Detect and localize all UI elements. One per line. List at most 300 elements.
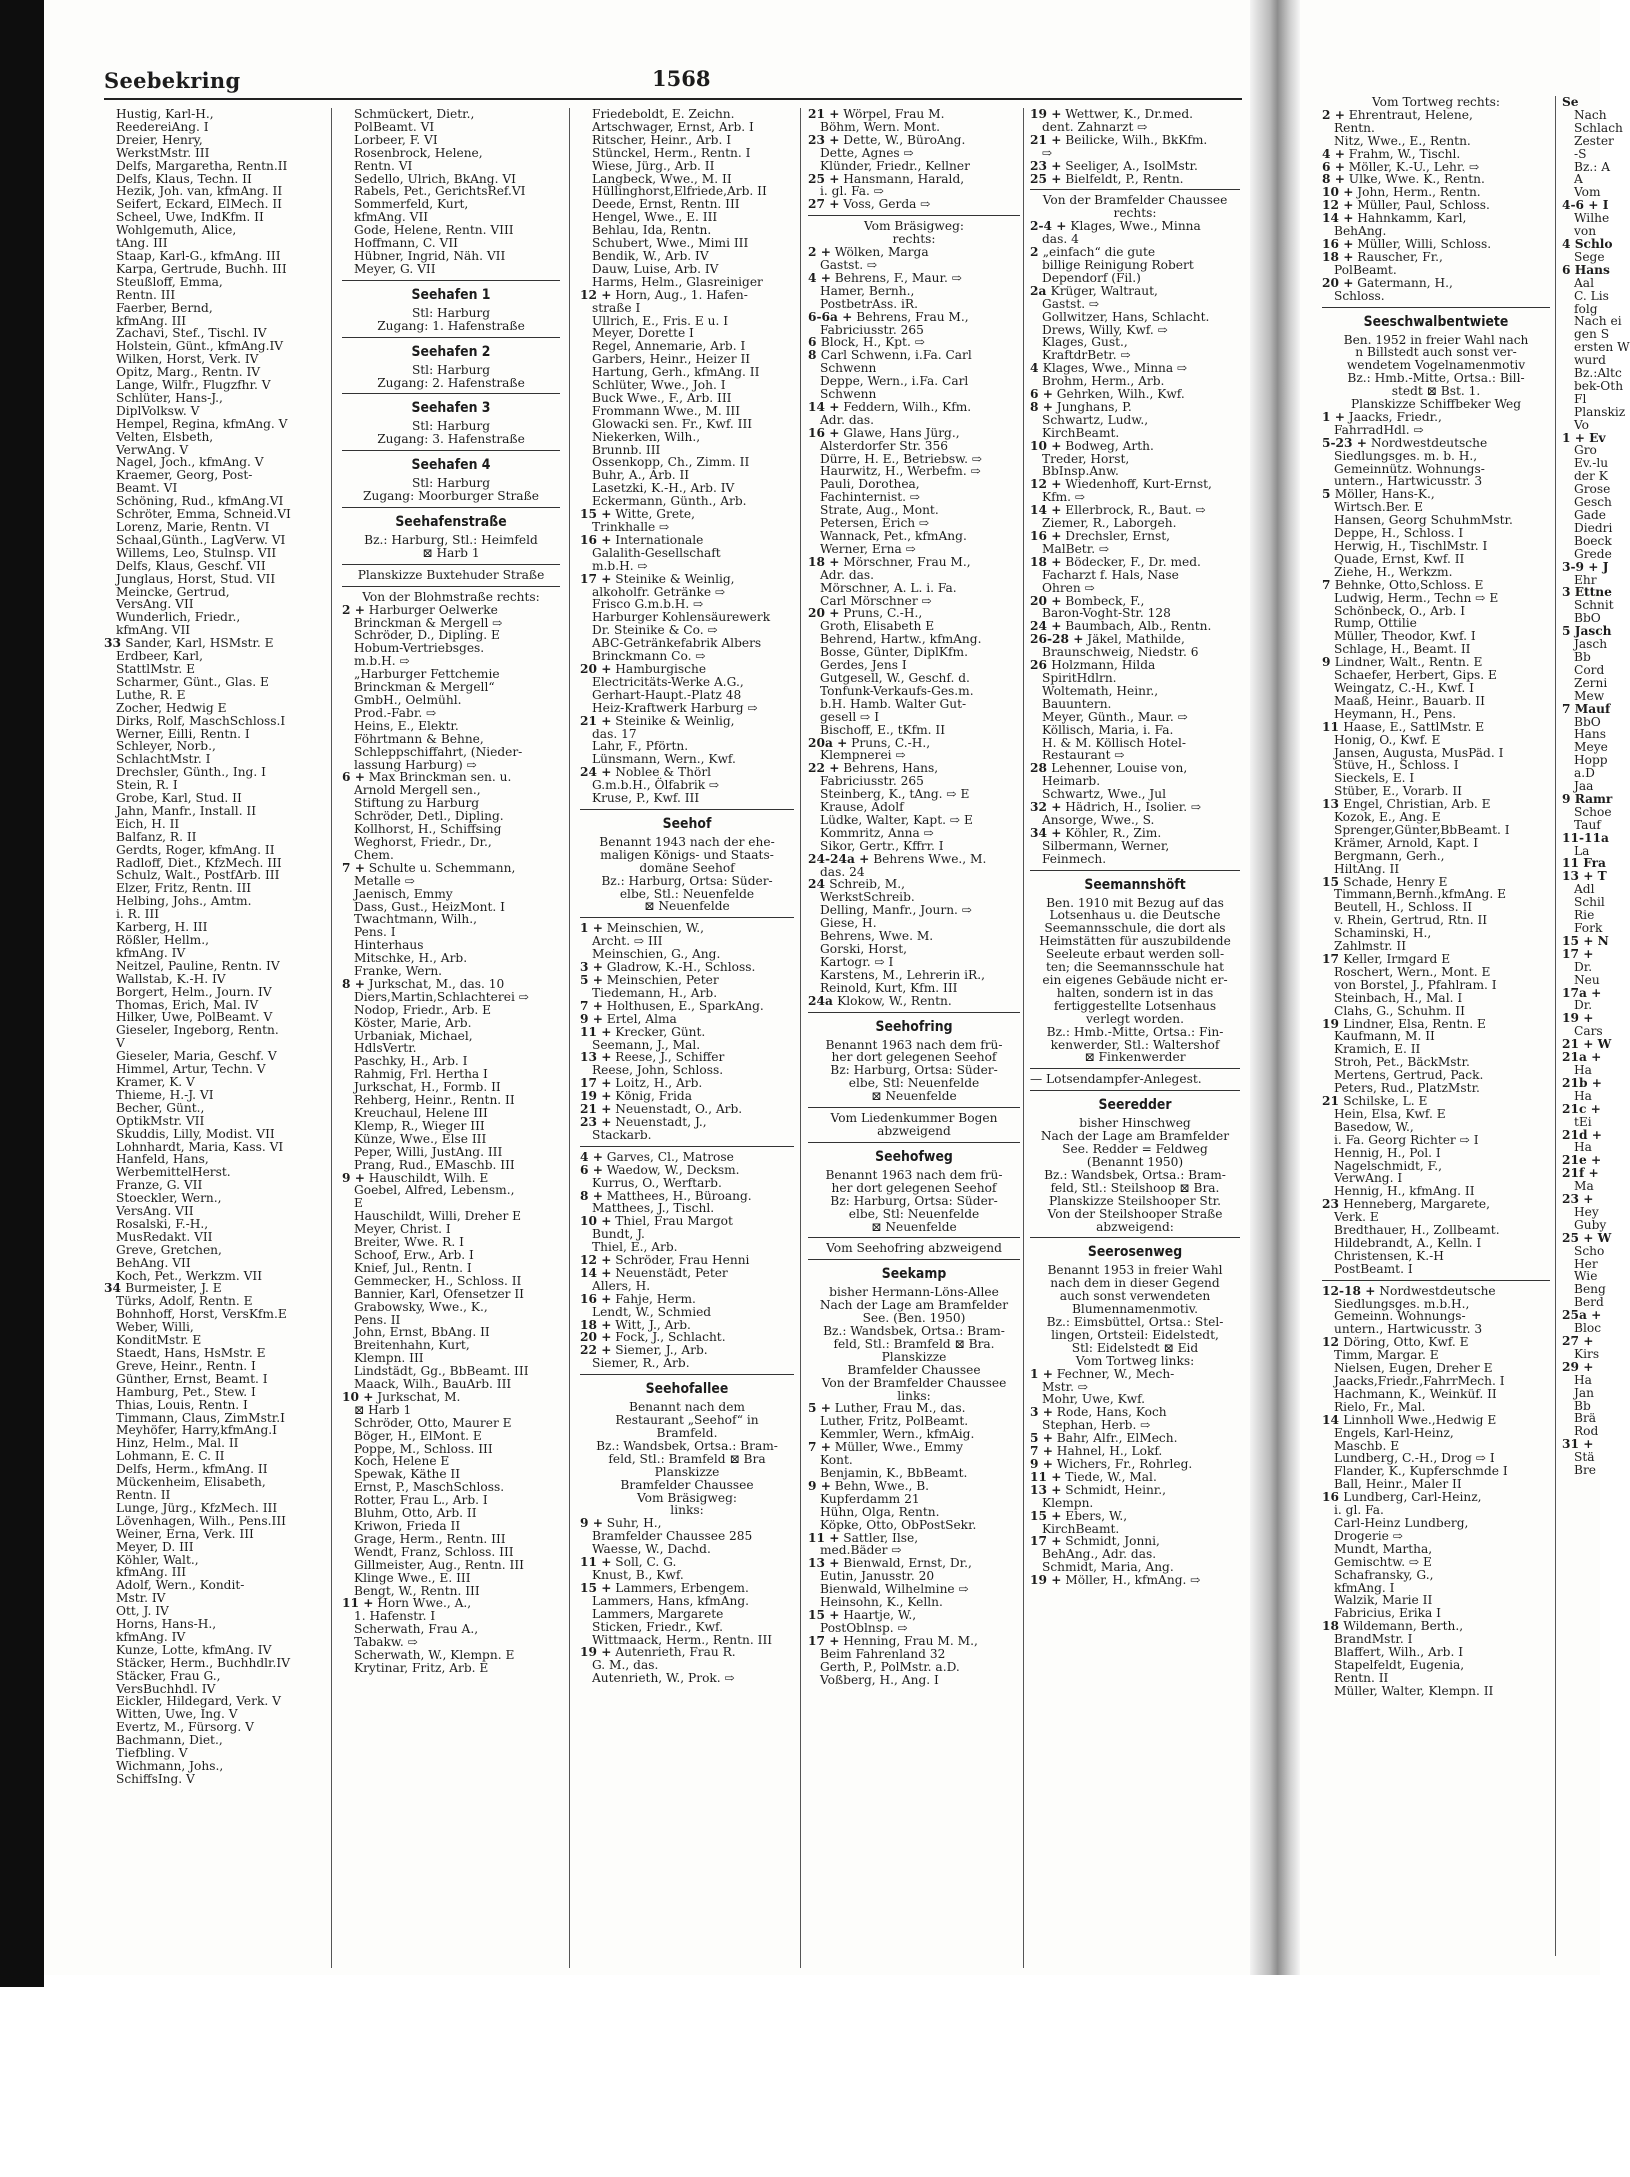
street-heading: Seemannshöft bbox=[1084, 876, 1186, 893]
resident-entry: Guby bbox=[1574, 1217, 1607, 1232]
resident-entry: Wilken, Horst, Verk. IV bbox=[116, 352, 259, 367]
resident-entry: Goebel, Alfred, Lebensm., bbox=[354, 1183, 515, 1198]
address-entry: 2a Krüger, Waltraut, bbox=[1030, 283, 1158, 298]
resident-entry: Bramfelder Chaussee 285 bbox=[592, 1529, 753, 1544]
resident-entry: KirchBeamt. bbox=[1042, 425, 1120, 440]
resident-entry: Braunschweig, Niedstr. 6 bbox=[1042, 645, 1199, 660]
address-entry: 24a Klokow, W., Rentn. bbox=[808, 993, 952, 1008]
address-entry: 13 Engel, Christian, Arb. E bbox=[1322, 797, 1491, 812]
resident-entry: ⇨ bbox=[1042, 145, 1053, 160]
street-heading: Seehof bbox=[662, 815, 712, 832]
resident-entry: Helbing, Johs., Amtm. bbox=[116, 894, 252, 909]
street-note: her dort gelegenen Seehof bbox=[831, 1050, 997, 1065]
street-note: rechts: bbox=[892, 232, 936, 247]
resident-entry: Niekerken, Wilh., bbox=[592, 429, 701, 444]
resident-entry: das. 24 bbox=[820, 864, 865, 879]
resident-entry: b.H. Hamb. Walter Gut- bbox=[820, 696, 967, 711]
resident-entry: Hennig, H., kfmAng. II bbox=[1334, 1184, 1475, 1199]
street-note: Von der Blohmstraße rechts: bbox=[362, 589, 540, 604]
street-note: kenwerder, Stl.: Waltershof bbox=[1050, 1037, 1220, 1052]
address-entry: 16 + Fahje, Herm. bbox=[580, 1291, 696, 1306]
resident-entry: Harburger Kohlensäurewerk bbox=[592, 610, 771, 625]
resident-entry: Deppe, H., Schloss. I bbox=[1334, 526, 1464, 541]
house-number: 5 + bbox=[808, 1401, 831, 1416]
address-entry: 19 + Autenrieth, Frau R. bbox=[580, 1645, 736, 1660]
page-header bbox=[104, 66, 1234, 96]
house-number: 5 bbox=[1322, 487, 1335, 502]
resident-entry: Müller, Walter, Klempn. II bbox=[1334, 1683, 1494, 1698]
address-entry: 11 + Soll, C. G. bbox=[580, 1555, 677, 1570]
house-number: 10 + bbox=[1030, 438, 1062, 453]
resident-entry: Peters, Rud., PlatzMstr. bbox=[1334, 1081, 1480, 1096]
house-number: 24-24a + bbox=[808, 851, 870, 866]
resident-entry: billige Reinigung Robert bbox=[1042, 257, 1194, 272]
house-number: 16 + bbox=[1030, 529, 1062, 543]
house-number: 16 + bbox=[808, 425, 840, 440]
column-1 bbox=[104, 108, 322, 1968]
resident-entry: WerbemittelHerst. bbox=[116, 1165, 231, 1180]
address-entry: 13 + Reese, J., Schiffer bbox=[580, 1050, 725, 1065]
resident-entry: Wohlgemuth, Alice, bbox=[116, 223, 237, 238]
resident-entry: Meyer, D. III bbox=[116, 1539, 194, 1554]
resident-entry: Köhler, Walt., bbox=[116, 1552, 199, 1567]
resident-entry: Heins, E., Elektr. bbox=[354, 718, 459, 733]
street-note: (Benannt 1950) bbox=[1086, 1154, 1184, 1169]
address-entry: 19 + König, Frida bbox=[580, 1089, 692, 1104]
resident-entry: Ehr bbox=[1574, 572, 1597, 587]
street-note: Von der Bramfelder Chaussee bbox=[1042, 193, 1228, 208]
resident-entry: Cord bbox=[1574, 662, 1605, 677]
street-note: ein eigenes Gebäude nicht er- bbox=[1042, 973, 1228, 987]
resident-entry: Heinsohn, K., Kelln. bbox=[820, 1595, 943, 1610]
address-entry: 27 + bbox=[1562, 1334, 1594, 1348]
address-entry: 13 + T bbox=[1562, 869, 1607, 884]
house-number: 8 + bbox=[580, 1188, 603, 1203]
address-entry: 17 Keller, Irmgard E bbox=[1322, 952, 1451, 966]
house-number: 1 + bbox=[1322, 409, 1345, 424]
street-note: See. Redder = Feldweg bbox=[1062, 1142, 1208, 1157]
address-entry: 22 + Behrens, Hans, bbox=[808, 761, 939, 776]
resident-entry: Woltemath, Heinr., bbox=[1042, 683, 1159, 698]
address-entry: 6 + Möller, K.-U., Lehr. ⇨ bbox=[1322, 159, 1480, 174]
section-rule bbox=[342, 393, 560, 394]
resident-entry: Jaacks,Friedr.,FahrrMech. I bbox=[1334, 1374, 1505, 1388]
house-number: 9 + bbox=[1030, 1457, 1053, 1471]
resident-entry: Künze, Wwe., Else III bbox=[354, 1131, 487, 1146]
house-number: 33 bbox=[104, 636, 126, 651]
street-note: links: bbox=[897, 1388, 931, 1403]
address-entry: 9 + Wichers, Fr., Rohrleg. bbox=[1030, 1457, 1193, 1471]
resident-entry: Weiner, Erna, Verk. III bbox=[116, 1526, 254, 1541]
house-number: 24 + bbox=[580, 765, 612, 780]
street-note: Stl: Harburg bbox=[411, 419, 491, 434]
resident-entry: kfmAng. III bbox=[116, 313, 187, 328]
address-entry: 8 + Jurkschat, M., das. 10 bbox=[342, 976, 505, 991]
resident-entry: Jurkschat, H., Formb. II bbox=[354, 1080, 501, 1095]
address-entry: 34 + Köhler, R., Zim. bbox=[1030, 825, 1162, 840]
resident-entry: Stiftung zu Harburg bbox=[354, 796, 480, 811]
house-number: 25 + bbox=[808, 171, 840, 186]
resident-entry: Kriwon, Frieda II bbox=[354, 1519, 461, 1533]
resident-entry: Engels, Karl-Heinz, bbox=[1334, 1425, 1454, 1440]
street-note: Zugang: 1. Hafenstraße bbox=[377, 318, 525, 333]
resident-entry: Waesse, W., Dachd. bbox=[592, 1542, 711, 1557]
resident-entry: Schil bbox=[1574, 895, 1605, 910]
resident-entry: Jasch bbox=[1574, 637, 1608, 652]
address-entry: 6 + Gehrken, Wilh., Kwf. bbox=[1030, 387, 1185, 402]
resident-entry: Nach bbox=[1574, 107, 1607, 122]
address-entry: 16 + Glawe, Hans Jürg., bbox=[808, 425, 960, 440]
column-6 bbox=[1322, 96, 1550, 1956]
resident-entry: Sedello, Ulrich, BkAng. VI bbox=[354, 171, 516, 186]
resident-entry: Türks, Adolf, Rentn. E bbox=[116, 1294, 253, 1309]
house-number: 14 + bbox=[1030, 503, 1062, 518]
resident-entry: Schaefer, Herbert, Gips. E bbox=[1334, 668, 1497, 683]
address-entry: 7 Behnke, Otto,Schloss. E bbox=[1322, 577, 1484, 592]
address-entry: 17 + bbox=[1562, 946, 1594, 961]
address-entry: 1 + Ev bbox=[1562, 430, 1606, 445]
resident-entry: Aal bbox=[1574, 275, 1594, 290]
resident-entry: Groth, Elisabeth E bbox=[820, 619, 935, 634]
address-entry: 23 + bbox=[1562, 1192, 1594, 1207]
resident-entry: Schulz, Walt., PostfArb. III bbox=[116, 868, 280, 883]
resident-entry: Heimarb. bbox=[1042, 774, 1101, 789]
resident-entry: WerkstSchreib. bbox=[820, 890, 915, 905]
resident-entry: Hinterhaus bbox=[354, 938, 424, 953]
resident-entry: Lahr, F., Pförtn. bbox=[592, 739, 689, 754]
resident-entry: Hamer, Bernh., bbox=[820, 283, 915, 298]
resident-entry: Meyer, Günth., Maur. ⇨ bbox=[1042, 709, 1188, 724]
resident-entry: Nach ei bbox=[1574, 314, 1622, 329]
house-number: 13 + bbox=[1030, 1482, 1062, 1497]
resident-entry: Lünsmann, Wern., Kwf. bbox=[592, 752, 736, 767]
resident-entry: Adl bbox=[1574, 882, 1595, 897]
street-note: domäne Seehof bbox=[639, 860, 735, 875]
resident-entry: Ernst, P., MaschSchloss. bbox=[354, 1480, 505, 1495]
address-entry: 3 + Rode, Hans, Koch bbox=[1030, 1405, 1167, 1420]
street-note: abzweigend bbox=[877, 1123, 951, 1138]
resident-entry: Rod bbox=[1574, 1424, 1599, 1439]
resident-entry: Hilker, Uwe, PolBeamt. V bbox=[116, 1010, 273, 1025]
address-entry: 21e + bbox=[1562, 1153, 1602, 1168]
resident-entry: Wirtsch.Ber. E bbox=[1334, 500, 1424, 515]
resident-entry: Delfs, Herm., kfmAng. II bbox=[116, 1462, 268, 1477]
address-entry: 15 + Haartje, W., bbox=[808, 1607, 917, 1622]
resident-entry: Ha bbox=[1574, 1372, 1592, 1387]
house-number: 8 bbox=[808, 348, 821, 363]
address-entry: 2-4 + Klages, Wwe., Minna bbox=[1030, 219, 1201, 234]
street-note: Planskizze bbox=[881, 1349, 947, 1364]
section-rule bbox=[1030, 1068, 1240, 1069]
resident-entry: dent. Zahnarzt ⇨ bbox=[1042, 119, 1148, 134]
address-entry: 9 + Ertel, Alma bbox=[580, 1011, 677, 1026]
house-number: 13 + bbox=[808, 1556, 840, 1571]
address-entry: 7 + Holthusen, E., SparkAng. bbox=[580, 998, 764, 1013]
house-number: 19 + bbox=[1030, 1573, 1062, 1588]
resident-entry: Brä bbox=[1574, 1411, 1597, 1426]
resident-entry: StattlMstr. E bbox=[116, 661, 195, 676]
address-entry: 16 + Drechsler, Ernst, bbox=[1030, 529, 1170, 543]
resident-entry: Giese, H. bbox=[820, 916, 877, 931]
address-entry: 14 + Feddern, Wilh., Kfm. bbox=[808, 399, 972, 414]
resident-entry: Stä bbox=[1574, 1450, 1595, 1465]
house-number: 17 bbox=[1322, 952, 1344, 966]
resident-entry: PostOblnsp. ⇨ bbox=[820, 1620, 908, 1635]
resident-entry: Fl bbox=[1574, 391, 1587, 406]
resident-entry: Ball, Heinr., Maler II bbox=[1334, 1477, 1462, 1492]
resident-entry: Carl-Heinz Lundberg, bbox=[1334, 1515, 1469, 1530]
address-entry: 28 Lehenner, Louise von, bbox=[1030, 761, 1188, 776]
house-number: 8 + bbox=[1030, 399, 1053, 414]
house-number: 21 bbox=[1322, 1093, 1344, 1108]
address-entry: 15 + N bbox=[1562, 933, 1609, 948]
address-entry: 21c + bbox=[1562, 1101, 1601, 1116]
resident-entry: Paschky, H., Arb. I bbox=[354, 1054, 468, 1069]
house-number: 32 + bbox=[1030, 800, 1062, 815]
house-number: 23 + bbox=[1030, 158, 1062, 173]
resident-entry: gesell ⇨ I bbox=[820, 709, 880, 724]
house-number: 11 + bbox=[580, 1024, 612, 1039]
house-number: 24a bbox=[808, 993, 838, 1008]
address-entry: 21f + bbox=[1562, 1166, 1599, 1181]
house-number: 21 + bbox=[1030, 132, 1062, 147]
house-number: 17 + bbox=[580, 571, 612, 586]
resident-entry: m.b.H. ⇨ bbox=[354, 654, 410, 669]
resident-entry: La bbox=[1574, 843, 1590, 858]
resident-entry: Himmel, Artur, Techn. V bbox=[116, 1062, 266, 1077]
resident-entry: Haurwitz, H., Werbefm. ⇨ bbox=[820, 464, 981, 479]
address-entry: 5 + Bahr, Alfr., ElMech. bbox=[1030, 1431, 1178, 1446]
house-number: 15 + bbox=[808, 1607, 840, 1622]
resident-entry: Brinckman & Mergell“ bbox=[354, 680, 495, 695]
address-entry: 16 + Müller, Willi, Schloss. bbox=[1322, 236, 1492, 251]
address-entry: 2 + Wölken, Marga bbox=[808, 245, 929, 260]
house-number: 18 bbox=[1322, 1619, 1344, 1634]
resident-entry: Bloc bbox=[1574, 1321, 1602, 1336]
address-entry: 1 + Fechner, W., Mech- bbox=[1030, 1366, 1175, 1381]
street-note: Benannt 1953 in freier Wahl bbox=[1047, 1263, 1223, 1278]
house-number: 12 + bbox=[1030, 477, 1062, 492]
section-rule bbox=[580, 1146, 794, 1147]
resident-entry: i. R. III bbox=[116, 907, 160, 922]
resident-entry: Nodop, Friedr., Arb. E bbox=[354, 1002, 492, 1017]
resident-entry: alkoholfr. Getränke ⇨ bbox=[592, 584, 726, 599]
house-number: 16 bbox=[1322, 1490, 1344, 1505]
resident-entry: Maschb. E bbox=[1334, 1438, 1400, 1453]
street-heading: Seehafen 1 bbox=[411, 286, 491, 303]
resident-entry: Schröder, Detl., Dipling. bbox=[354, 809, 504, 824]
resident-entry: Ev.-lu bbox=[1574, 456, 1609, 471]
street-note: Ben. 1910 mit Bezug auf das bbox=[1046, 895, 1224, 910]
address-entry: 15 + Witte, Grete, bbox=[580, 507, 696, 522]
resident-entry: Lendt, W., Schmied bbox=[592, 1304, 712, 1319]
street-note: Ben. 1952 in freier Wahl nach bbox=[1343, 332, 1529, 347]
resident-entry: Verk. E bbox=[1334, 1210, 1379, 1225]
section-rule bbox=[1030, 1090, 1240, 1091]
resident-entry: ABC-Getränkefabrik Albers bbox=[592, 636, 762, 651]
resident-entry: Drews, Willy, Kwf. ⇨ bbox=[1042, 322, 1168, 337]
resident-entry: Mstr. IV bbox=[116, 1591, 166, 1606]
resident-entry: Restaurant ⇨ bbox=[1042, 748, 1125, 763]
resident-entry: das. 4 bbox=[1042, 232, 1079, 247]
resident-entry: Electricitäts-Werke A.G., bbox=[592, 674, 744, 689]
resident-entry: Twachtmann, Wilh., bbox=[354, 912, 477, 927]
resident-entry: Karpa, Gertrude, Buchh. III bbox=[116, 261, 287, 276]
resident-entry: Schöning, Rud., kfmAng.VI bbox=[116, 494, 284, 509]
resident-entry: a.D bbox=[1574, 766, 1595, 781]
resident-entry: gen S bbox=[1574, 327, 1610, 342]
page-number: 1568 bbox=[652, 66, 711, 91]
address-entry: 1 + Jaacks, Friedr., bbox=[1322, 409, 1442, 424]
resident-entry: Lohnhardt, Maria, Kass. VI bbox=[116, 1139, 284, 1154]
resident-entry: Bischoff, E., tKfm. II bbox=[820, 722, 946, 737]
address-entry: 3 + Gladrow, K.-H., Schloss. bbox=[580, 960, 756, 975]
resident-entry: Dass, Gust., HeizMont. I bbox=[354, 899, 505, 914]
address-entry: 7 + Schulte u. Schemmann, bbox=[342, 860, 516, 875]
resident-entry: Spewak, Käthe II bbox=[354, 1467, 461, 1482]
house-number: 2-4 + bbox=[1030, 219, 1067, 234]
column-separator bbox=[331, 108, 332, 1968]
address-entry: 32 + Hädrich, H., Isolier. ⇨ bbox=[1030, 800, 1202, 815]
resident-entry: Timm, Margar. E bbox=[1334, 1348, 1439, 1363]
resident-entry: Timmann, Claus, ZimMstr.I bbox=[116, 1410, 285, 1425]
resident-entry: Quade, Ernst, Kwf. II bbox=[1334, 551, 1465, 566]
resident-entry: Silbermann, Werner, bbox=[1042, 838, 1170, 853]
street-note: ⊠ Harb 1 bbox=[422, 545, 480, 560]
resident-entry: Schwartz, Ludw., bbox=[1042, 412, 1149, 427]
house-number: 18 + bbox=[1030, 554, 1062, 569]
resident-entry: Gerdts, Roger, kfmAng. II bbox=[116, 842, 275, 857]
resident-entry: Hüllinghorst,Elfriede,Arb. II bbox=[592, 184, 767, 199]
section-rule bbox=[1322, 1280, 1550, 1281]
house-number: 21 + bbox=[808, 107, 840, 121]
resident-entry: Nagel, Joch., kfmAng. V bbox=[116, 455, 264, 470]
resident-entry: Kirs bbox=[1574, 1346, 1600, 1361]
resident-entry: Klemp, R., Wieger III bbox=[354, 1118, 485, 1133]
resident-entry: Wunderlich, Friedr., bbox=[116, 610, 241, 625]
address-entry: 33 Sander, Karl, HSMstr. E bbox=[104, 636, 274, 651]
resident-entry: Rosalski, F.-H., bbox=[116, 1216, 209, 1231]
house-number: 9 + bbox=[808, 1478, 831, 1493]
house-number: 3 + bbox=[580, 960, 603, 975]
house-number: 6 bbox=[808, 335, 821, 350]
house-number: 2 bbox=[1030, 245, 1043, 260]
resident-entry: Greve, Gretchen, bbox=[116, 1242, 222, 1257]
resident-entry: OptikMstr. VII bbox=[116, 1113, 205, 1128]
address-entry: 16 Lundberg, Carl-Heinz, bbox=[1322, 1490, 1482, 1505]
resident-entry: SchiffsIng. V bbox=[116, 1771, 195, 1786]
address-entry: 14 + Ellerbrock, R., Baut. ⇨ bbox=[1030, 503, 1206, 518]
resident-entry: „Harburger Fettchemie bbox=[354, 667, 500, 682]
address-entry: 19 + Möller, H., kfmAng. ⇨ bbox=[1030, 1573, 1201, 1588]
house-number: 15 bbox=[1322, 874, 1344, 889]
resident-entry: Tiefbling. V bbox=[116, 1746, 188, 1761]
house-number: 20a + bbox=[808, 735, 848, 750]
street-note: feld, Stl.: Bramfeld ⊠ Bra. bbox=[833, 1336, 995, 1351]
resident-entry: Karstens, M., Lehrerin iR., bbox=[820, 967, 985, 982]
resident-entry: Baron-Voght-Str. 128 bbox=[1042, 606, 1171, 621]
column-separator bbox=[1023, 108, 1024, 1968]
resident-entry: Schleppschiffahrt, (Nieder- bbox=[354, 744, 523, 759]
resident-entry: Schafransky, G., bbox=[1334, 1567, 1434, 1582]
address-entry: 24 + Baumbach, Alb., Rentn. bbox=[1030, 619, 1212, 634]
house-number: 13 bbox=[1322, 797, 1344, 812]
house-number: 4 bbox=[1030, 361, 1043, 376]
house-number: 9 + bbox=[580, 1516, 603, 1531]
resident-entry: Eutin, Janusstr. 20 bbox=[820, 1569, 935, 1584]
resident-entry: Kfm. ⇨ bbox=[1042, 490, 1086, 505]
resident-entry: Rotter, Frau L., Arb. I bbox=[354, 1493, 488, 1508]
resident-entry: von bbox=[1574, 224, 1597, 239]
street-note: Planskizze Schiffbeker Weg bbox=[1350, 397, 1522, 412]
resident-entry: Brunnb. III bbox=[592, 442, 661, 457]
resident-entry: Zahlmstr. II bbox=[1334, 939, 1407, 954]
resident-entry: von Borstel, J., Pfahlram. I bbox=[1334, 977, 1497, 992]
resident-entry: kfmAng. III bbox=[116, 1565, 187, 1580]
address-entry: 10 + Jurkschat, M. bbox=[342, 1389, 461, 1404]
address-entry: 20 + Hamburgische bbox=[580, 661, 707, 676]
street-note: Bz.: Eimsbüttel, Ortsa.: Stel- bbox=[1046, 1315, 1224, 1330]
resident-entry: Carl Mörschner ⇨ bbox=[820, 593, 932, 608]
house-number: 19 + bbox=[580, 1645, 612, 1660]
house-number: 5 + bbox=[1030, 1431, 1053, 1446]
resident-entry: Meyhöfer, Harry,kfmAng.I bbox=[116, 1423, 277, 1438]
street-note: her dort gelegenen Seehof bbox=[831, 1180, 997, 1195]
resident-entry: Gerhart-Haupt.-Platz 48 bbox=[592, 687, 742, 702]
resident-entry: Schmückert, Dietr., bbox=[354, 107, 475, 121]
street-note: Lotsenhaus u. die Deutsche bbox=[1049, 908, 1221, 923]
house-number: 12 + bbox=[580, 287, 612, 302]
resident-entry: Glowacki sen. Fr., Kwf. III bbox=[592, 416, 753, 431]
resident-entry: Gollwitzer, Hans, Schlacht. bbox=[1042, 309, 1210, 324]
resident-entry: Dauw, Luise, Arb. IV bbox=[592, 261, 719, 276]
resident-entry: Breitenhahn, Kurt, bbox=[354, 1338, 470, 1353]
address-entry: 17 + Henning, Frau M. M., bbox=[808, 1633, 978, 1648]
house-number: 15 + bbox=[1030, 1508, 1062, 1523]
house-number: 4 + bbox=[580, 1149, 603, 1164]
resident-entry: Scheel, Uwe, IndKfm. II bbox=[116, 210, 264, 225]
resident-entry: Deede, Ernst, Rentn. III bbox=[592, 197, 740, 212]
resident-entry: Stäcker, Herm., Buchhdlr.IV bbox=[116, 1655, 291, 1670]
street-note: bisher Hinschweg bbox=[1079, 1116, 1191, 1131]
resident-entry: i. Fa. Georg Richter ⇨ I bbox=[1334, 1132, 1479, 1147]
address-entry: 14 + Hahnkamm, Karl, bbox=[1322, 211, 1467, 226]
address-entry: 11 + Sattler, Ilse, bbox=[808, 1530, 919, 1545]
street-note: Bz.: Wandsbek, Ortsa.: Bram- bbox=[823, 1324, 1005, 1339]
street-note: ⊠ Neuenfelde bbox=[871, 1089, 957, 1104]
resident-entry: John, Ernst, BbAng. II bbox=[354, 1325, 490, 1340]
house-number: 2 + bbox=[1322, 107, 1345, 122]
house-number: 6 + bbox=[580, 1162, 603, 1177]
resident-entry: Frisco G.m.b.H. ⇨ bbox=[592, 597, 704, 612]
street-note: rechts: bbox=[1113, 206, 1157, 221]
resident-entry: Gerth, P., PolMstr. a.D. bbox=[820, 1659, 960, 1674]
house-number: 9 + bbox=[342, 1170, 365, 1185]
resident-entry: A bbox=[1574, 172, 1583, 187]
resident-entry: Regel, Annemarie, Arb. I bbox=[592, 339, 746, 354]
resident-entry: Hartung, Gerh., kfmAng. II bbox=[592, 365, 760, 380]
resident-entry: Hamburg, Pet., Stew. I bbox=[116, 1384, 256, 1399]
resident-entry: Wittmaack, Herm., Rentn. III bbox=[592, 1632, 773, 1647]
column-2 bbox=[342, 108, 560, 1968]
resident-entry: Benjamin, K., BbBeamt. bbox=[820, 1466, 968, 1480]
resident-entry: Eckermann, Günth., Arb. bbox=[592, 494, 747, 509]
resident-entry: PolBeamt. VI bbox=[354, 119, 435, 134]
resident-entry: i. gl. Fa. bbox=[1334, 1503, 1384, 1518]
resident-entry: VersAng. VII bbox=[116, 1204, 194, 1219]
resident-entry: v. Rhein, Gertrud, Rtn. II bbox=[1334, 913, 1488, 928]
address-entry: 4 Schlo bbox=[1562, 236, 1613, 251]
